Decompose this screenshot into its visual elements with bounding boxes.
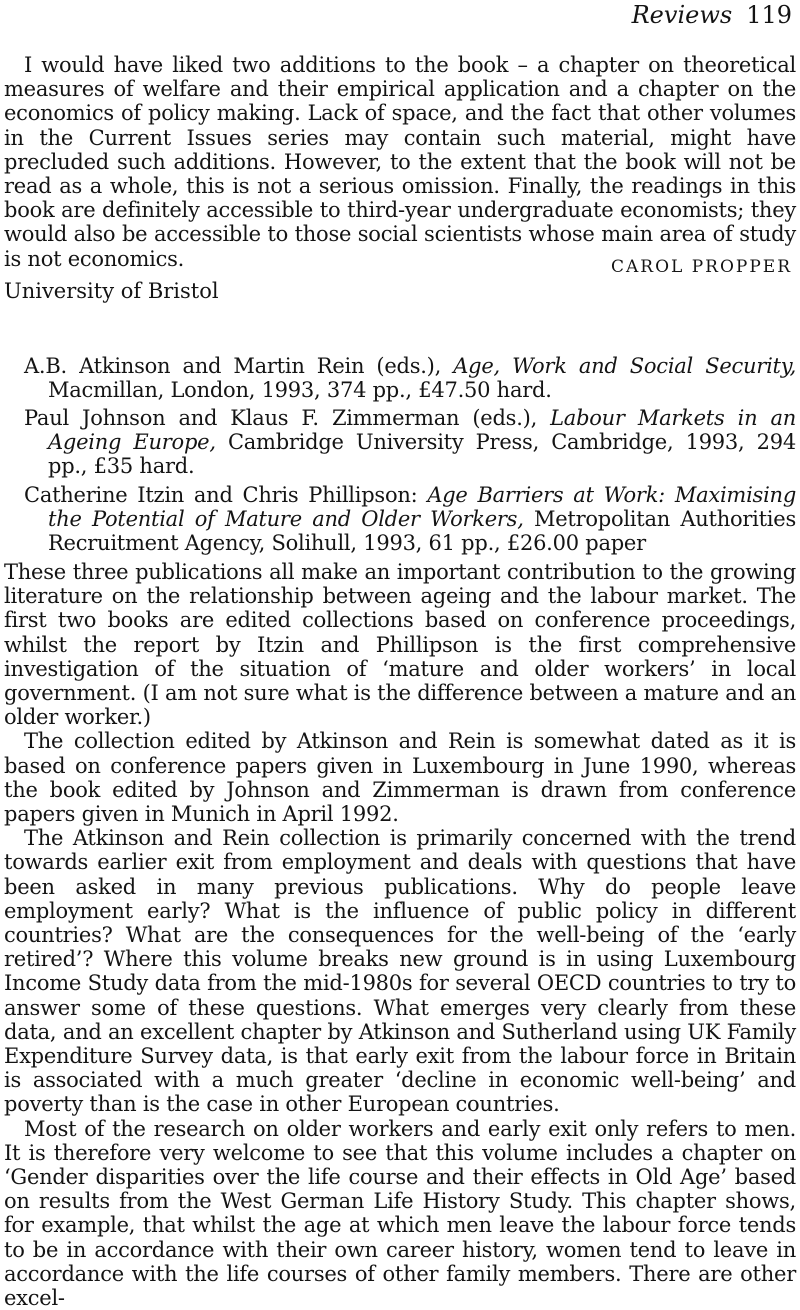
body-paragraph: These three publications all make an important contribution to the growing literature on the relationship between ageing and the labour market. The first two books are edited collections based on conference proceedings, whilst the report by Itzin and Phillipson is the first comprehensive investigation of the situation of ‘mature and older workers’ in local government. (I am not sure what is the difference between a mature and an older worker.) — [4, 560, 796, 730]
bib-details: Metropolitan Authorities Recruitment Agency, Solihull, 1993, 61 pp., £26.00 paper — [48, 507, 796, 556]
bib-title: Age, Work and Social Security, — [453, 354, 796, 378]
bibliography-entry — [24, 406, 796, 479]
bib-title: Age Barriers at Work: Maximising the Potential of Mature and Older Workers, — [48, 483, 797, 532]
bibliography-entry — [24, 354, 796, 402]
bib-authors: A.B. Atkinson and Martin Rein (eds.), — [24, 354, 442, 378]
review-body — [4, 560, 796, 1310]
page-number: 119 — [746, 1, 792, 29]
section-title: Reviews — [631, 1, 733, 29]
body-paragraph: The collection edited by Atkinson and Rein is somewhat dated as it is based on conference papers given in Luxembourg in June 1990, whereas the book edited by Johnson and Zimmerman is drawn from conference papers given in Munich in April 1992. — [4, 729, 796, 827]
reviewer-affiliation: University of Bristol — [4, 279, 219, 303]
running-header — [632, 0, 792, 30]
bib-title: Labour Markets in an Ageing Europe, — [48, 406, 796, 455]
bib-authors: Paul Johnson and Klaus F. Zimmerman (eds.), — [24, 406, 537, 430]
bib-details: Macmillan, London, 1993, 374 pp., £47.50 hard. — [48, 378, 552, 403]
bib-details: Cambridge University Press, Cambridge, 1993, 294 pp., £35 hard. — [48, 430, 796, 479]
body-paragraph: The Atkinson and Rein collection is primarily concerned with the trend towards earlier exit from employment and deals with questions that have been asked in many previous publications. Why do people leave employment early? What is the influence of public policy in different countries? What are the consequences for the well-being of the ‘early retired’? Where this volume breaks new ground is in using Luxembourg Income Study data from the mid-1980s for several OECD countries to try to answer some of these questions. What emerges very clearly from these data, and an excellent chapter by Atkinson and Sutherland using UK Family Expenditure Survey data, is that early exit from the labour force in Britain is associated with a much greater ‘decline in economic well-being’ and poverty than is the case in other European countries. — [4, 826, 796, 1117]
body-paragraph: Most of the research on older workers and early exit only refers to men. It is therefore very welcome to see that this volume includes a chapter on ‘Gender disparities over the life course and their effects in Old Age’ based on results from the West German Life History Study. This chapter shows, for example, that whilst the age at which men leave the labour force tends to be in accordance with their own career history, women tend to leave in accordance with the life courses of other family members. There are other excel- — [4, 1116, 796, 1310]
bib-authors: Catherine Itzin and Chris Phillipson: — [24, 483, 418, 507]
closing-paragraph: I would have liked two additions to the book – a chapter on theoretical measures of welfare and their empirical application and a chapter on the economics of policy making. Lack of space, and the fact that other volumes in the Current Issues series may contain such material, might have precluded such additions. However, to the extent that the book will not be read as a whole, this is not a serious omission. Finally, the readings in this book are definitely accessible to third-year undergraduate economists; they would also be accessible to those social scientists whose main area of study is not economics. — [4, 53, 796, 271]
reviewer-signature: CAROL PROPPER — [611, 257, 792, 277]
previous-review-closing — [4, 53, 796, 271]
bibliography-entry — [24, 483, 796, 556]
